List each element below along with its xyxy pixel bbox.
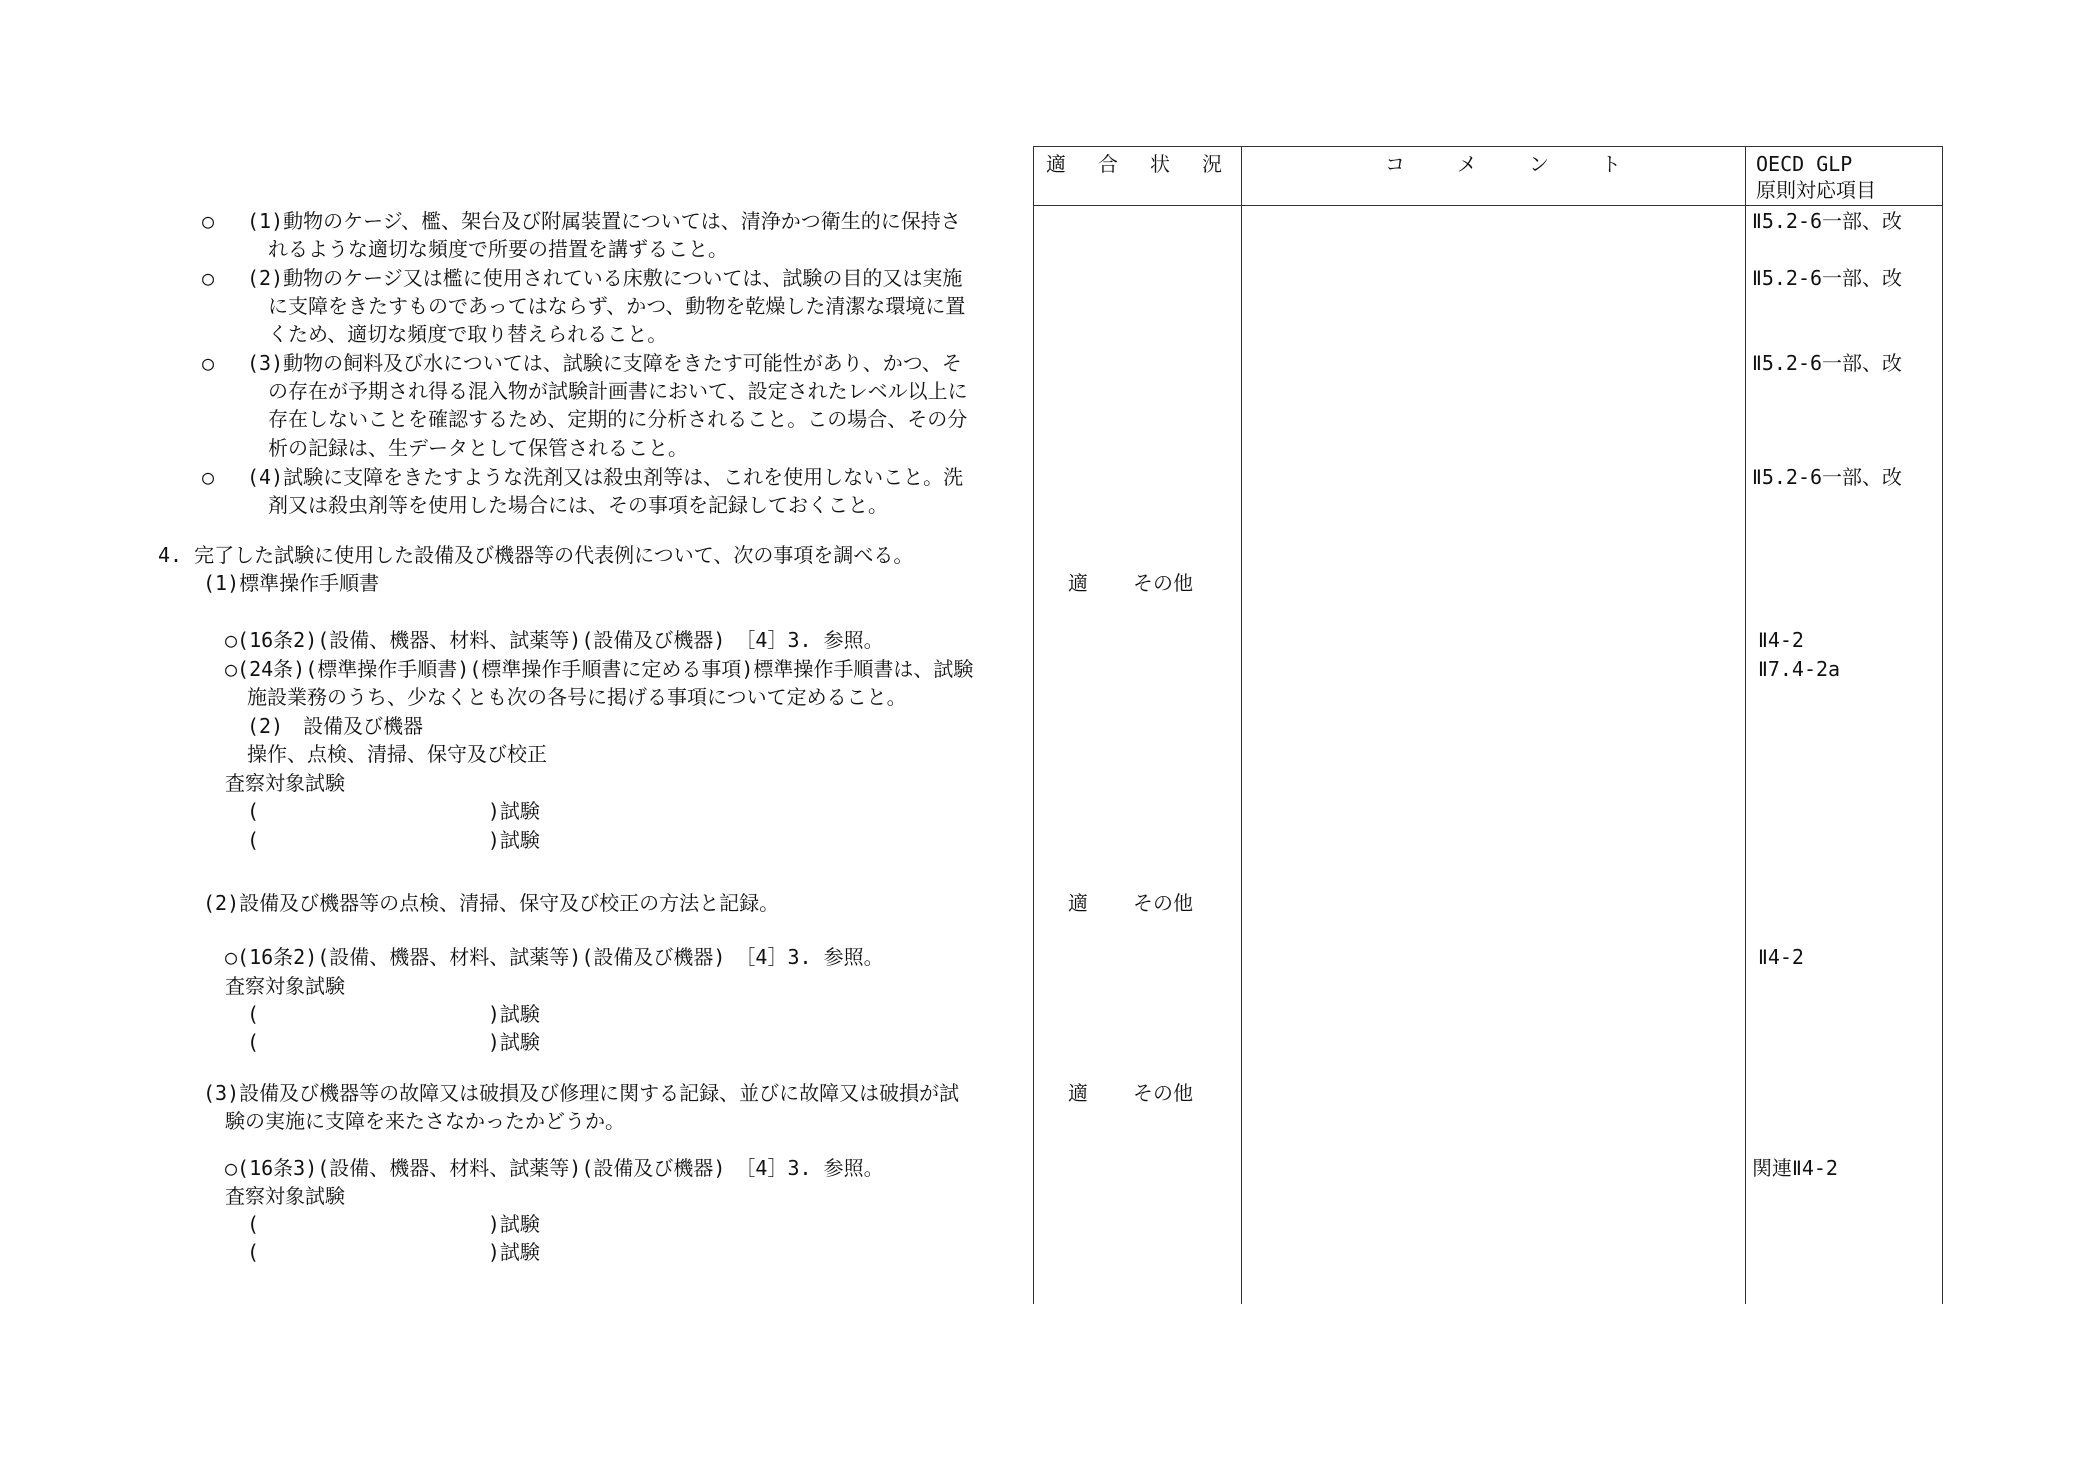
item3-line1: (3)動物の飼料及び水については、試験に支障をきたす可能性があり、かつ、そ [247,351,962,375]
sub1-title: (1)標準操作手順書 [203,571,380,595]
sub1-target-label: 査察対象試験 [225,771,345,795]
item2-mark: ○ [202,266,215,290]
item3-mark: ○ [202,351,215,375]
sub1-item-b-line3: (2) 設備及び機器 [247,714,424,738]
sub3-item-a: ○(16条3)(設備、機器、材料、試薬等)(設備及び機器) ［4］3. 参照。 [225,1156,884,1180]
sub2-item-a: ○(16条2)(設備、機器、材料、試薬等)(設備及び機器) ［4］3. 参照。 [225,945,884,969]
sub2-target-study1: ( )試験 [247,1002,540,1026]
sub3-target-study2: ( )試験 [247,1240,540,1264]
sub1-status-other: その他 [1133,571,1193,595]
sub1-item-b-line2: 施設業務のうち、少なくとも次の各号に掲げる事項について定めること。 [247,685,907,709]
item1-oecd-ref: Ⅱ5.2-6一部、改 [1752,209,1903,233]
item2-line3: くため、適切な頻度で取り替えられること。 [268,322,668,346]
sub3-status-ok: 適 [1068,1081,1088,1105]
item4-mark: ○ [202,465,215,489]
status-comment-divider [1241,146,1242,1304]
sub1-item-b-ref: Ⅱ7.4-2a [1758,657,1841,681]
table-header-bottom-border [1033,205,1942,206]
item2-oecd-ref: Ⅱ5.2-6一部、改 [1752,266,1903,290]
table-top-border [1033,146,1942,147]
comment-oecd-divider [1745,146,1746,1304]
sub2-item-a-ref: Ⅱ4-2 [1758,945,1804,969]
item4-line1: (4)試験に支障をきたすような洗剤又は殺虫剤等は、これを使用しないこと。洗 [247,465,964,489]
sub3-title-line2: 験の実施に支障を来たさなかったかどうか。 [225,1109,625,1133]
table-right-border [1942,146,1943,1304]
sub1-item-b-line4: 操作、点検、清掃、保守及び校正 [247,742,547,766]
item3-line2: の存在が予期され得る混入物が試験計画書において、設定されたレベル以上に [268,379,968,403]
item1-line1: (1)動物のケージ、檻、架台及び附属装置については、清浄かつ衛生的に保持さ [247,209,961,233]
sub1-item-a-ref: Ⅱ4-2 [1758,628,1804,652]
sub1-status-ok: 適 [1068,571,1088,595]
sub3-title-line1: (3)設備及び機器等の故障又は破損及び修理に関する記録、並びに故障又は破損が試 [203,1081,960,1105]
comment-column-header: コ メ ン ト [1385,152,1625,176]
item3-line4: 析の記録は、生データとして保管されること。 [268,436,688,460]
sub3-target-label: 査察対象試験 [225,1184,345,1208]
section4-heading: 4. 完了した試験に使用した設備及び機器等の代表例について、次の事項を調べる。 [158,543,914,567]
sub2-status-other: その他 [1133,891,1193,915]
sub1-item-a: ○(16条2)(設備、機器、材料、試薬等)(設備及び機器) ［4］3. 参照。 [225,628,884,652]
table-left-border [1033,146,1034,1304]
status-column-header: 適 合 状 況 [1046,152,1228,176]
sub3-target-study1: ( )試験 [247,1212,540,1236]
item4-oecd-ref: Ⅱ5.2-6一部、改 [1752,465,1903,489]
sub2-title: (2)設備及び機器等の点検、清掃、保守及び校正の方法と記録。 [203,891,780,915]
item3-line3: 存在しないことを確認するため、定期的に分析されること。この場合、その分 [268,407,968,431]
item2-line1: (2)動物のケージ又は檻に使用されている床敷については、試験の目的又は実施 [247,266,963,290]
sub2-target-label: 査察対象試験 [225,974,345,998]
sub3-item-a-ref: 関連Ⅱ4-2 [1752,1156,1838,1180]
sub1-target-study1: ( )試験 [247,799,540,823]
item4-line2: 剤又は殺虫剤等を使用した場合には、その事項を記録しておくこと。 [268,493,888,517]
item3-oecd-ref: Ⅱ5.2-6一部、改 [1752,351,1903,375]
oecd-column-header-line2: 原則対応項目 [1756,178,1876,202]
item1-line2: れるような適切な頻度で所要の措置を講ずること。 [268,237,728,261]
oecd-column-header-line1: OECD GLP [1756,152,1853,176]
sub1-target-study2: ( )試験 [247,828,540,852]
sub1-item-b-line1: ○(24条)(標準操作手順書)(標準操作手順書に定める事項)標準操作手順書は、試験 [225,657,974,681]
sub3-status-other: その他 [1133,1081,1193,1105]
item1-mark: ○ [202,209,215,233]
sub2-status-ok: 適 [1068,891,1088,915]
sub2-target-study2: ( )試験 [247,1030,540,1054]
item2-line2: に支障をきたすものであってはならず、かつ、動物を乾燥した清潔な環境に置 [268,294,966,318]
